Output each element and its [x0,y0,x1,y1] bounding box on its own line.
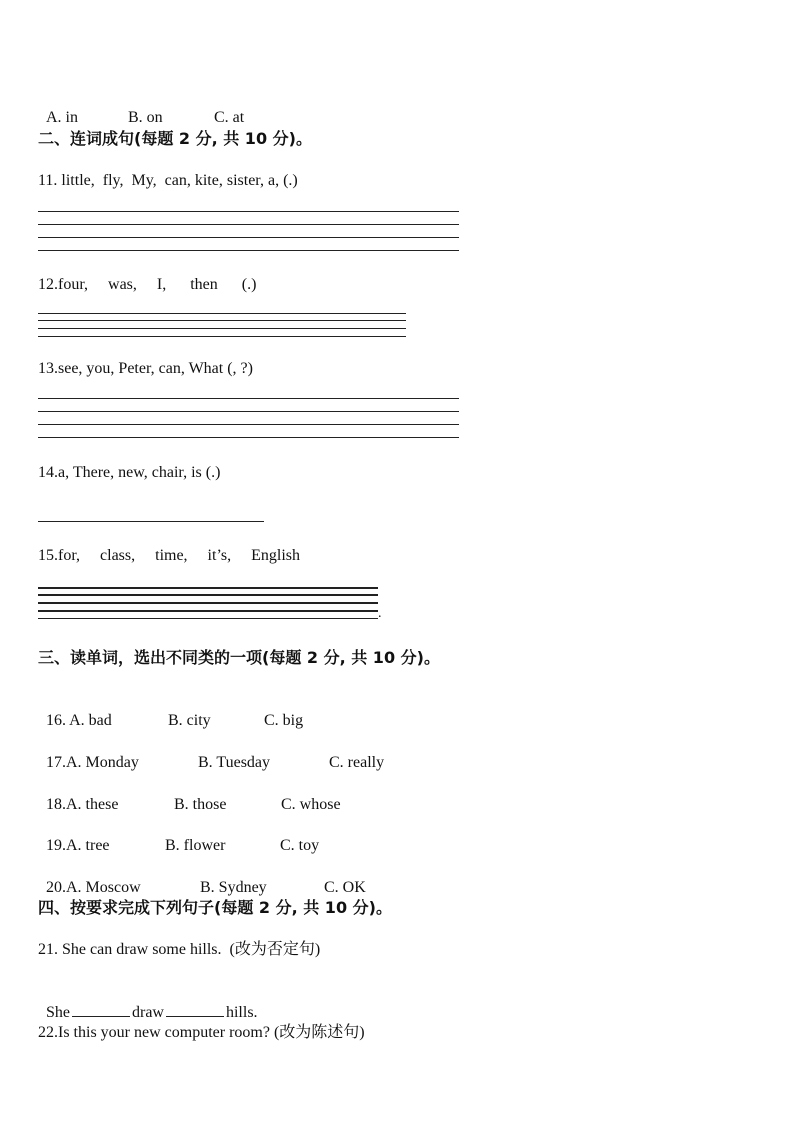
answer-line [38,224,459,225]
option-a: 20.A. Moscow [46,879,141,896]
question-16 [38,691,303,731]
question-13: 13.see, you, Peter, can, What (, ?) [38,360,253,377]
answer-line [38,328,406,329]
option-c: C. big [264,712,304,729]
options-row-top [38,88,244,128]
answer-line [38,521,264,522]
answer-line [38,424,459,425]
answer-line [38,398,459,399]
section-4-heading: 四、按要求完成下列句子(每题 2 分, 共 10 分)。 [38,898,392,917]
option-c: C. really [329,754,385,771]
question-11: 11. little, fly, My, can, kite, sister, a, (.) [38,172,298,189]
answer-line [38,211,459,212]
option-b: B. city [168,712,211,729]
option-b: B. Sydney [200,879,267,896]
answer-line [38,587,378,589]
answer-word: hills. [225,1004,258,1021]
answer-line [38,336,406,337]
answer-line [38,237,459,238]
answer-word: She [46,1004,70,1021]
answer-line [38,618,378,619]
question-18 [38,775,341,815]
option-b: B. on [128,109,163,126]
answer-line [38,602,378,604]
answer-line [38,610,378,612]
question-14: 14.a, There, new, chair, is (.) [38,464,221,481]
option-c: C. OK [324,879,366,896]
question-21: 21. She can draw some hills. (改为否定句) [38,941,321,958]
section-2-heading: 二、连词成句(每题 2 分, 共 10 分)。 [38,129,312,148]
option-a: 19.A. tree [46,837,110,854]
option-a: 17.A. Monday [46,754,139,771]
fill-blank[interactable] [166,1002,224,1017]
question-22: 22.Is this your new computer room? (改为陈述句) [38,1024,365,1041]
option-a: 16. A. bad [46,712,112,729]
option-b: B. those [174,796,227,813]
question-15: 15.for, class, time, it’s, English [38,547,301,564]
answer-line [38,250,459,251]
answer-line [38,437,459,438]
answer-line [38,313,406,314]
question-12: 12.four, was, I, then (.) [38,276,257,293]
option-a: A. in [46,109,78,126]
option-c: C. toy [280,837,320,854]
question-21-answer [38,982,258,1023]
answer-line [38,594,378,596]
question-20 [38,858,366,898]
answer-line [38,411,459,412]
section-3-heading: 三、读单词，选出不同类的一项(每题 2 分, 共 10 分)。 [38,648,440,667]
question-15-period: . [378,606,382,621]
option-b: B. flower [165,837,226,854]
fill-blank[interactable] [72,1002,130,1017]
option-c: C. at [214,109,245,126]
answer-word: draw [132,1004,164,1021]
answer-line [38,320,406,321]
option-a: 18.A. these [46,796,119,813]
question-19 [38,816,319,856]
option-c: C. whose [281,796,341,813]
option-b: B. Tuesday [198,754,271,771]
question-17 [38,733,384,773]
